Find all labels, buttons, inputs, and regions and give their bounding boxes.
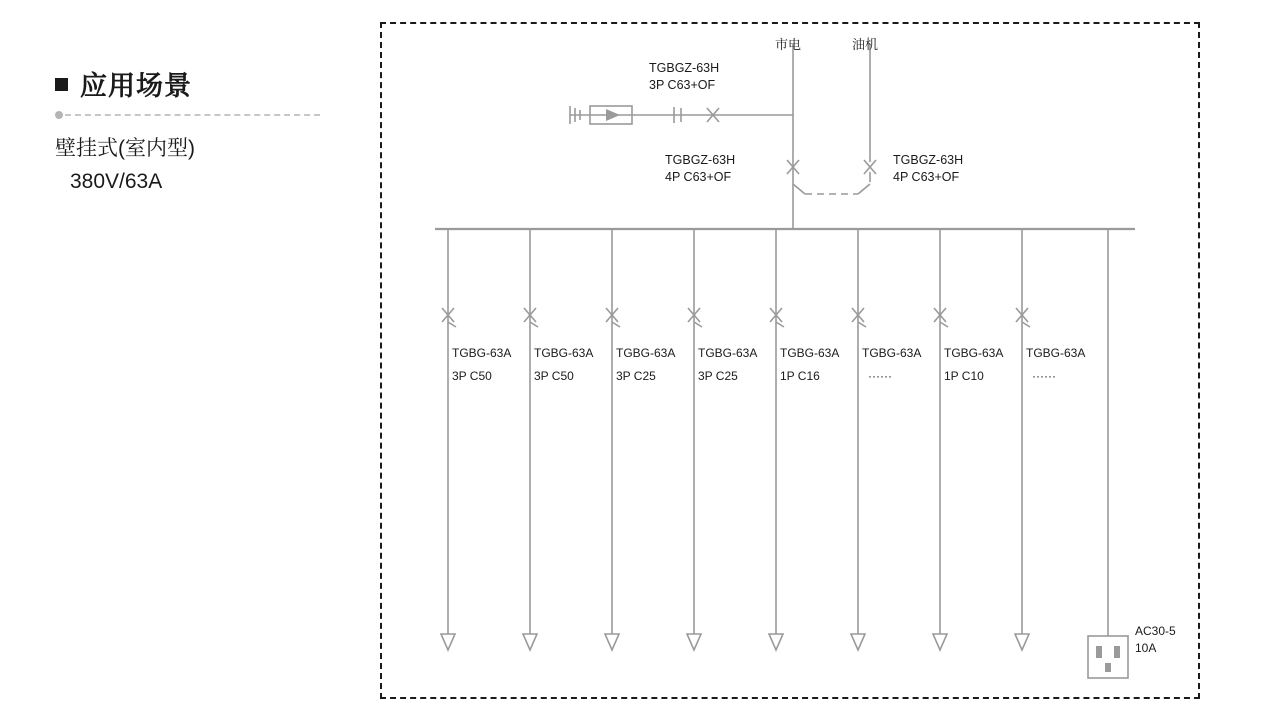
interlock-left-arm <box>793 184 805 194</box>
branch-breaker-6-lever <box>858 322 866 327</box>
transfer-left-label-line1: TGBGZ-63H <box>665 153 736 167</box>
socket-label-line2: 10A <box>1135 641 1157 655</box>
transfer-right-label-line1: TGBGZ-63H <box>893 153 964 167</box>
socket-pin-earth <box>1105 663 1111 672</box>
square-bullet-icon <box>55 78 68 91</box>
branch-arrow-5 <box>769 634 783 650</box>
divider <box>55 110 320 120</box>
incomer-label-line1: TGBGZ-63H <box>649 61 720 75</box>
branch-label-7-line2: 1P C10 <box>944 369 984 383</box>
branch-label-6-line1: TGBG-63A <box>862 346 922 360</box>
branch-breaker-2-lever <box>530 322 538 327</box>
section-heading <box>55 64 192 103</box>
meter-arrow-icon <box>606 109 620 121</box>
branch-arrow-4 <box>687 634 701 650</box>
divider-dot-icon <box>55 111 63 119</box>
branch-label-1-line1: TGBG-63A <box>452 346 512 360</box>
branch-label-8-line1: TGBG-63A <box>1026 346 1086 360</box>
incomer-label-line2: 3P C63+OF <box>649 78 716 92</box>
branch-label-6-line2: ······ <box>868 369 892 383</box>
transfer-left-label-line2: 4P C63+OF <box>665 170 732 184</box>
branch-label-5-line2: 1P C16 <box>780 369 820 383</box>
socket-pin-left <box>1096 646 1102 658</box>
branch-label-4-line2: 3P C25 <box>698 369 738 383</box>
source-label-generator: 油机 <box>852 37 879 52</box>
branch-label-1-line2: 3P C50 <box>452 369 492 383</box>
divider-dashed-line <box>65 114 320 116</box>
branch-label-3-line1: TGBG-63A <box>616 346 676 360</box>
branch-arrow-2 <box>523 634 537 650</box>
section-heading-text: 应用场景 <box>80 71 192 101</box>
branch-label-4-line1: TGBG-63A <box>698 346 758 360</box>
branch-arrow-6 <box>851 634 865 650</box>
branch-breaker-4-lever <box>694 322 702 327</box>
branch-label-2-line2: 3P C50 <box>534 369 574 383</box>
branch-arrow-7 <box>933 634 947 650</box>
branch-breaker-7-lever <box>940 322 948 327</box>
branch-arrow-1 <box>441 634 455 650</box>
mounting-type-label: 壁挂式(室内型) <box>55 137 195 160</box>
branch-label-5-line1: TGBG-63A <box>780 346 840 360</box>
branch-breaker-8-lever <box>1022 322 1030 327</box>
branch-arrow-3 <box>605 634 619 650</box>
socket-label-line1: AC30-5 <box>1135 624 1176 638</box>
branch-label-7-line1: TGBG-63A <box>944 346 1004 360</box>
branch-label-8-line2: ······ <box>1032 369 1056 383</box>
branch-label-2-line1: TGBG-63A <box>534 346 594 360</box>
transfer-right-label-line2: 4P C63+OF <box>893 170 960 184</box>
branch-breaker-5-lever <box>776 322 784 327</box>
branch-arrow-8 <box>1015 634 1029 650</box>
left-info-panel <box>0 0 360 721</box>
branch-label-3-line2: 3P C25 <box>616 369 656 383</box>
rating-label: 380V/63A <box>70 170 163 193</box>
source-label-mains: 市电 <box>775 37 802 52</box>
branch-breaker-1-lever <box>448 322 456 327</box>
socket-pin-right <box>1114 646 1120 658</box>
branch-breaker-3-lever <box>612 322 620 327</box>
interlock-right-arm <box>858 184 870 194</box>
